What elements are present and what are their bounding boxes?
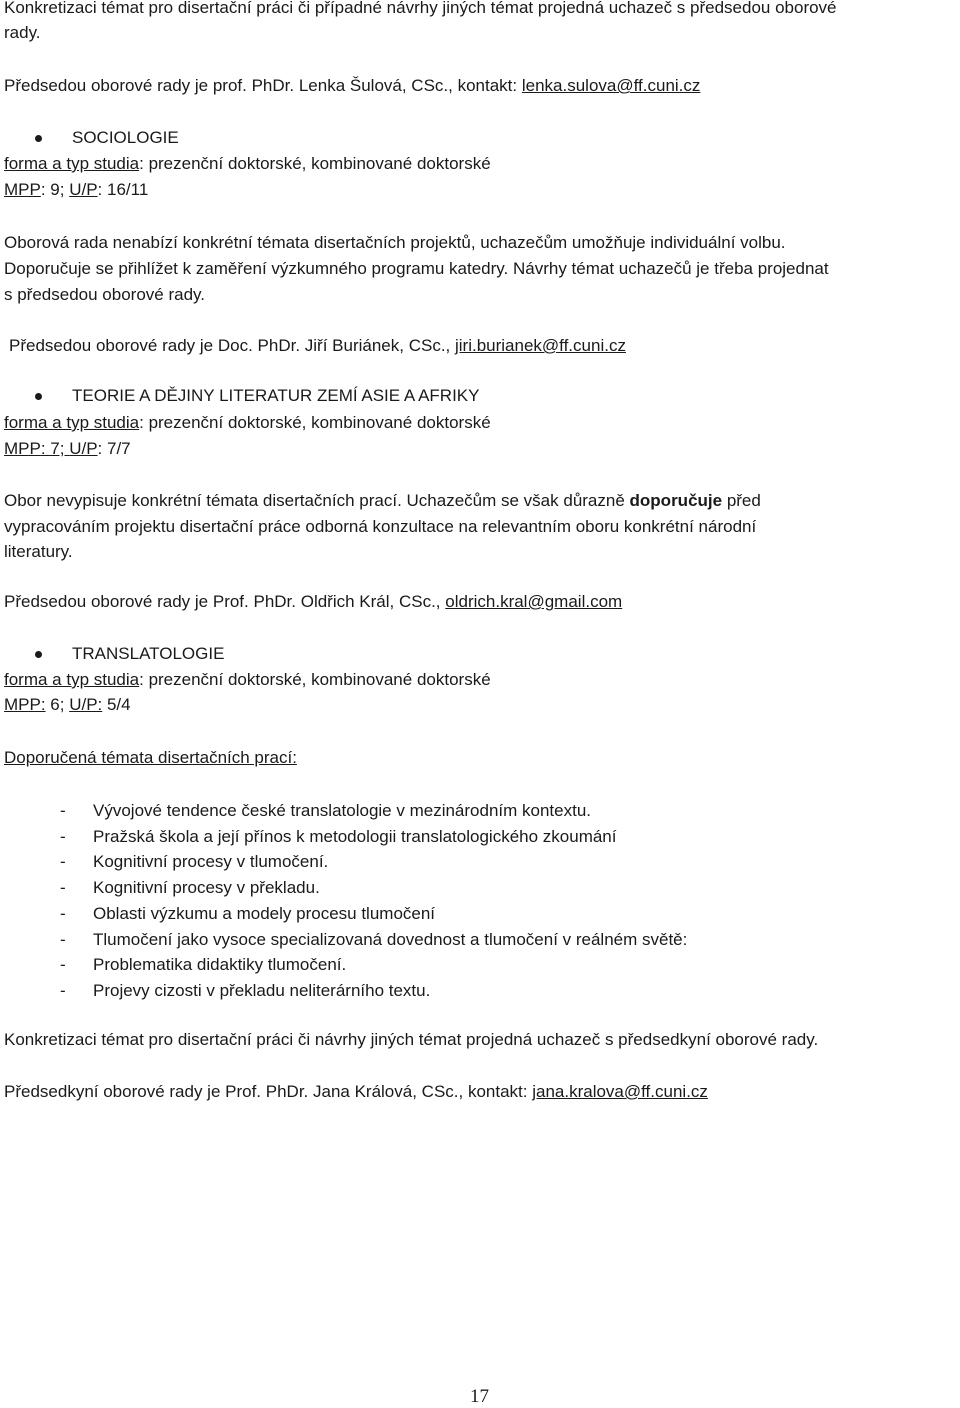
- chair-line: [4, 75, 700, 97]
- topic-item: Tlumočení jako vysoce specializovaná dovednost a tlumočení v reálném světě:: [93, 930, 688, 949]
- mpp-value: 6;: [45, 695, 70, 714]
- study-form-value: : prezenční doktorské, kombinované doktorské: [139, 670, 491, 689]
- list-dash: -: [60, 801, 66, 820]
- description-text: před: [722, 491, 761, 510]
- topic-item: Problematika didaktiky tlumočení.: [93, 955, 347, 974]
- study-form-line: [4, 669, 491, 691]
- chair-email-link[interactable]: jiri.burianek@ff.cuni.cz: [454, 336, 626, 355]
- mpp-value: : 7;: [40, 439, 70, 458]
- list-dash: -: [60, 930, 66, 949]
- study-form-label: forma a typ studia: [4, 154, 140, 173]
- description-line: Doporučuje se přihlížet k zaměření výzkumného programu katedry. Návrhy témat uchazečů je třeba projednat: [4, 259, 829, 278]
- up-value: : 16/11: [97, 180, 149, 199]
- up-label: U/P:: [69, 695, 103, 714]
- intro-line: Konkretizaci témat pro disertační práci či případné návrhy jiných témat projedná uchazeč s předsedou oborové: [4, 0, 837, 17]
- description-line: vypracováním projektu disertační práce odborná konzultace na relevantním oboru konkrétní národní: [4, 517, 757, 536]
- list-dash: -: [60, 852, 66, 871]
- chair-line: [9, 335, 626, 357]
- chair-text: Předsedou oborové rady je prof. PhDr. Lenka Šulová, CSc., kontakt:: [4, 76, 522, 95]
- closing-line: Konkretizaci témat pro disertační práci či návrhy jiných témat projedná uchazeč s předsedkyní oborové rady.: [4, 1030, 819, 1049]
- up-value: : 7/7: [97, 439, 131, 458]
- chair-line: [4, 1081, 708, 1103]
- section-title-literatura: TEORIE A DĚJINY LITERATUR ZEMÍ ASIE A AFRIKY: [72, 386, 480, 405]
- bullet-icon: [35, 135, 42, 142]
- topic-item: Kognitivní procesy v tlumočení.: [93, 852, 329, 871]
- up-label: U/P: [69, 180, 98, 199]
- section-title-translatologie: TRANSLATOLOGIE: [72, 644, 225, 663]
- description-line: s předsedou oborové rady.: [4, 285, 205, 304]
- chair-email-link[interactable]: lenka.sulova@ff.cuni.cz: [521, 76, 701, 95]
- mpp-line: [4, 694, 131, 716]
- chair-email-link[interactable]: jana.kralova@ff.cuni.cz: [532, 1082, 708, 1101]
- topic-item: Pražská škola a její přínos k metodologii translatologického zkoumání: [93, 827, 617, 846]
- bullet-icon: [35, 393, 42, 400]
- mpp-line: [4, 179, 148, 201]
- study-form-label: forma a typ studia: [4, 413, 140, 432]
- study-form-label: forma a typ studia: [4, 670, 140, 689]
- section-title-sociologie: SOCIOLOGIE: [72, 128, 179, 147]
- list-dash: -: [60, 904, 66, 923]
- description-emphasis: doporučuje: [629, 491, 723, 510]
- topic-item: Vývojové tendence české translatologie v mezinárodním kontextu.: [93, 801, 591, 820]
- list-dash: -: [60, 955, 66, 974]
- topics-heading: Doporučená témata disertačních prací:: [4, 748, 297, 767]
- study-form-value: : prezenční doktorské, kombinované doktorské: [139, 413, 491, 432]
- description-line: literatury.: [4, 542, 73, 561]
- topic-item: Projevy cizosti v překladu neliterárního textu.: [93, 981, 431, 1000]
- mpp-label: MPP: [4, 439, 41, 458]
- description-text: Obor nevypisuje konkrétní témata disertačních prací. Uchazečům se však důrazně: [4, 491, 630, 510]
- bullet-icon: [35, 651, 42, 658]
- description-line: [4, 490, 761, 512]
- study-form-line: [4, 412, 491, 434]
- chair-line: [4, 591, 622, 613]
- study-form-value: : prezenční doktorské, kombinované doktorské: [139, 154, 491, 173]
- chair-text: Předsedou oborové rady je Prof. PhDr. Oldřich Král, CSc.,: [4, 592, 446, 611]
- chair-text: Předsedou oborové rady je Doc. PhDr. Jiří Buriánek, CSc.,: [9, 336, 455, 355]
- list-dash: -: [60, 827, 66, 846]
- description-line: Oborová rada nenabízí konkrétní témata disertačních projektů, uchazečům umožňuje individuální volbu.: [4, 233, 786, 252]
- list-dash: -: [60, 878, 66, 897]
- up-label: U/P: [69, 439, 98, 458]
- mpp-label: MPP:: [4, 695, 46, 714]
- up-value: 5/4: [102, 695, 131, 714]
- topic-item: Oblasti výzkumu a modely procesu tlumočení: [93, 904, 436, 923]
- study-form-line: [4, 153, 491, 175]
- mpp-value: : 9;: [40, 180, 70, 199]
- mpp-label: MPP: [4, 180, 41, 199]
- topic-item: Kognitivní procesy v překladu.: [93, 878, 320, 897]
- chair-email-link[interactable]: oldrich.kral@gmail.com: [445, 592, 623, 611]
- intro-line: rady.: [4, 23, 41, 42]
- chair-text: Předsedkyní oborové rady je Prof. PhDr. Jana Králová, CSc., kontakt:: [4, 1082, 533, 1101]
- page-number: 17: [470, 1386, 489, 1407]
- mpp-line: [4, 438, 131, 460]
- list-dash: -: [60, 981, 66, 1000]
